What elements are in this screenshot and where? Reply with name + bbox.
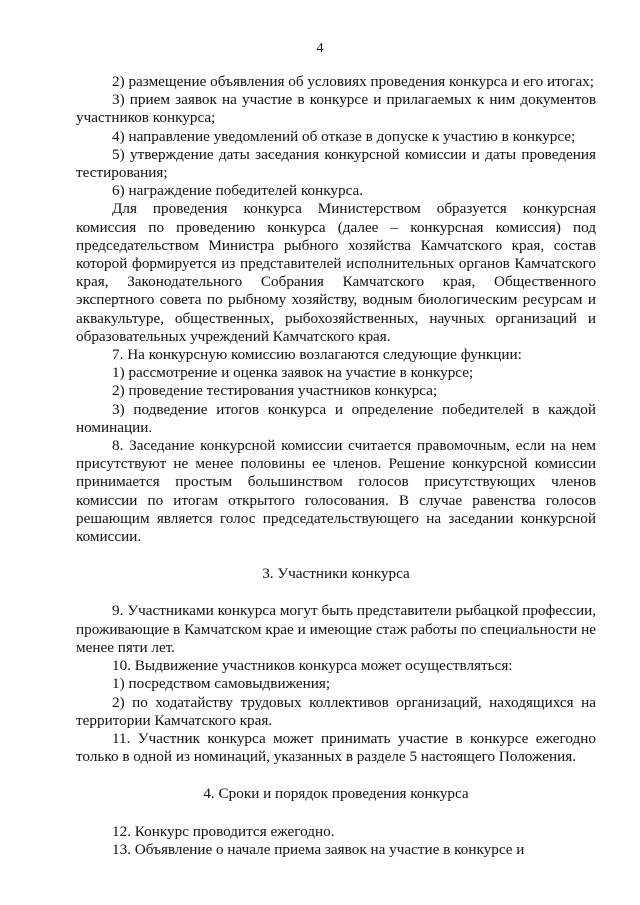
page-number: 4 xyxy=(316,41,324,56)
list-item: 4) направление уведомлений об отказе в допуске к участию в конкурсе; xyxy=(112,127,576,145)
paragraph: 8. Заседание конкурсной комиссии считается правомочным, если на нем присутствуют не менее половины ее членов. Решение конкурсной комиссии принимается простым большинством голосов присутствующих членов комиссии по итогам открытого голосования. В случае равенства голосов решающим является голос председательствующего на заседании конкурсной комиссии. xyxy=(76,437,596,546)
list-item: 6) награждение победителей конкурса. xyxy=(112,182,364,200)
paragraph: 9. Участниками конкурса могут быть представители рыбацкой профессии, проживающие в Камчатском крае и имеющие стаж работы по специальности не менее пяти лет. xyxy=(76,602,596,656)
document-body xyxy=(76,73,596,859)
section-heading: 4. Сроки и порядок проведения конкурса xyxy=(203,785,469,803)
section-heading: 3. Участники конкурса xyxy=(262,565,410,583)
paragraph: 13. Объявление о начале приема заявок на участие в конкурсе и xyxy=(112,840,525,858)
list-item: 3) прием заявок на участие в конкурсе и прилагаемых к ним документов участников конкурса; xyxy=(76,91,596,127)
paragraph: 11. Участник конкурса может принимать участие в конкурсе ежегодно только в одной из номинаций, указанных в разделе 5 настоящего Положения. xyxy=(76,729,596,766)
list-item: 2) проведение тестирования участников конкурса; xyxy=(112,382,438,400)
paragraph: 7. На конкурсную комиссию возлагаются следующие функции: xyxy=(112,346,522,364)
list-item: 1) посредством самовыдвижения; xyxy=(112,675,331,693)
paragraph: 12. Конкурс проводится ежегодно. xyxy=(112,822,335,840)
list-item: 5) утверждение даты заседания конкурсной комиссии и даты проведения тестирования; xyxy=(76,145,596,182)
paragraph: Для проведения конкурса Министерством образуется конкурсная комиссия по проведению конкурса (далее – конкурсная комиссия) под председательством Министра рыбного хозяйства Камчатского края, состав которой формируется из представителей исполнительных органов Камчатского края, Законодательного Собрания Камчатского края, Общественного экспертного совета по рыбному хозяйству, водным биологическим ресурсам и аквакультуре, общественных, рыбохозяйственных, научных организаций и образовательных учреждений Камчатского края. xyxy=(76,200,596,345)
paragraph: 10. Выдвижение участников конкурса может осуществляться: xyxy=(112,657,513,675)
list-item: 2) размещение объявления об условиях проведения конкурса и его итогах; xyxy=(112,73,594,90)
list-item: 2) по ходатайству трудовых коллективов организаций, находящихся на территории Камчатского края. xyxy=(76,693,596,729)
list-item: 3) подведение итогов конкурса и определение победителей в каждой номинации. xyxy=(76,400,596,436)
list-item: 1) рассмотрение и оценка заявок на участие в конкурсе; xyxy=(112,364,474,382)
